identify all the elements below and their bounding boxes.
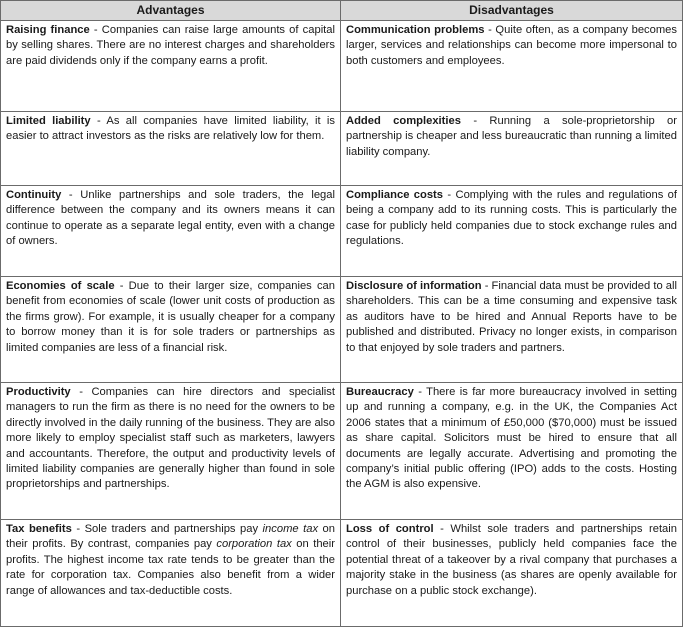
- disadvantage-text: - Complying with the rules and regulations of being a company add to its running costs. This is particularly the case for publicly held companies due to stock exchange rules and regulations.: [346, 189, 677, 248]
- disadvantage-cell: [341, 186, 683, 277]
- advantage-title: Limited liability: [6, 115, 91, 127]
- advantage-title: Productivity: [6, 386, 71, 398]
- disadvantage-title: Communication problems: [346, 24, 485, 36]
- table-row: [1, 112, 683, 186]
- advantage-title: Continuity: [6, 189, 62, 201]
- advantage-cell: [1, 21, 341, 112]
- disadvantage-title: Loss of control: [346, 523, 434, 535]
- disadvantage-title: Compliance costs: [346, 189, 444, 201]
- advantage-cell: [1, 520, 341, 627]
- advantage-text: - Companies can raise large amounts of capital by selling shares. There are no interest charges and shareholders are paid dividends only if the company earns a profit.: [6, 24, 336, 67]
- disadvantage-cell: [341, 383, 683, 520]
- advantage-cell: [1, 277, 341, 383]
- header-row: [1, 1, 683, 21]
- advantage-emphasis: income tax: [262, 523, 319, 535]
- advantage-title: Tax benefits: [6, 523, 72, 535]
- advantage-title: Raising finance: [6, 24, 90, 36]
- disadvantage-title: Disclosure of information: [346, 280, 482, 292]
- table-row: [1, 383, 683, 520]
- disadvantage-cell: [341, 21, 683, 112]
- table-row: [1, 520, 683, 627]
- disadvantage-text: - Whilst sole traders and partnerships retain control of their businesses, publicly held companies face the potential threat of a takeover by a rival company that purchases a majority stake in the business (as shares are openly available for purchase on a public stock exchange).: [346, 523, 677, 597]
- disadvantage-title: Bureaucracy: [346, 386, 414, 398]
- disadvantage-cell: [341, 112, 683, 186]
- disadvantage-text: - Quite often, as a company becomes larger, services and relationships can become more impersonal to both customers and employees.: [346, 24, 677, 67]
- disadvantage-text: - Financial data must be provided to all shareholders. This can be a time consuming and expensive task as auditors have to be hired and Annual Reports have to be published and distributed. Privacy no longer exists, in comparison to that enjoyed by sole traders and partners.: [346, 280, 677, 354]
- advantage-text: - Sole traders and partnerships pay: [71, 523, 263, 535]
- disadvantage-text: - Running a sole-proprietorship or partnership is cheaper and less bureaucratic than running a limited liability company.: [346, 115, 678, 158]
- advantage-text: - Unlike partnerships and sole traders, the legal difference between the company and its owners means it can continue to operate as a separate legal entity, even with a change of owners.: [6, 189, 335, 248]
- advantage-text: on their profits. By contrast, companies pay: [6, 523, 335, 551]
- advantage-emphasis: corporation tax: [216, 538, 292, 551]
- table-row: [1, 186, 683, 277]
- table-row: [1, 21, 683, 112]
- disadvantage-title: Added complexities: [346, 115, 461, 127]
- advantage-text: - As all companies have limited liability, it is easier to attract investors as the risks are relatively low for them.: [6, 115, 335, 143]
- advantage-text: - Due to their larger size, companies can benefit from economies of scale (lower unit costs of production as the firms grow). For example, it is usually cheaper for a company to borrow money than it is for sole traders or partnerships as limited companies are less of a financial risk.: [6, 280, 335, 354]
- advantage-cell: [1, 186, 341, 277]
- advantage-cell: [1, 383, 341, 520]
- advantage-title: Economies of scale: [6, 280, 115, 292]
- header-advantages: Advantages: [1, 1, 341, 21]
- advantage-cell: [1, 112, 341, 186]
- disadvantage-text: - There is far more bureaucracy involved in setting up and running a company, e.g. in the UK, the Companies Act 2006 states that a minimum of £50,000 ($70,000) must be issued as share capital. Solicitors must be hired to ensure that all documents are legally accurate. Advertising and promoting the company’s initial public offering (IPO) adds to the costs. Hosting the AGM is also expensive.: [346, 386, 677, 491]
- advantage-text: on their profits. The highest income tax rate tends to be greater than the rate for corporation tax. Companies also benefit from a wider range of allowances and tax-deductible costs.: [6, 538, 335, 597]
- advantage-text: - Companies can hire directors and specialist managers to run the firm as there is no need for the owners to be directly involved in the daily running of the business. They are also more likely to employ specialist staff such as marketers, lawyers and accountants. Therefore, the output and productivity levels of limited liability companies are generally higher than found in sole proprietorships and partnerships.: [6, 386, 335, 491]
- disadvantage-cell: [341, 520, 683, 627]
- table-row: [1, 277, 683, 383]
- disadvantage-cell: [341, 277, 683, 383]
- header-disadvantages: Disadvantages: [341, 1, 683, 21]
